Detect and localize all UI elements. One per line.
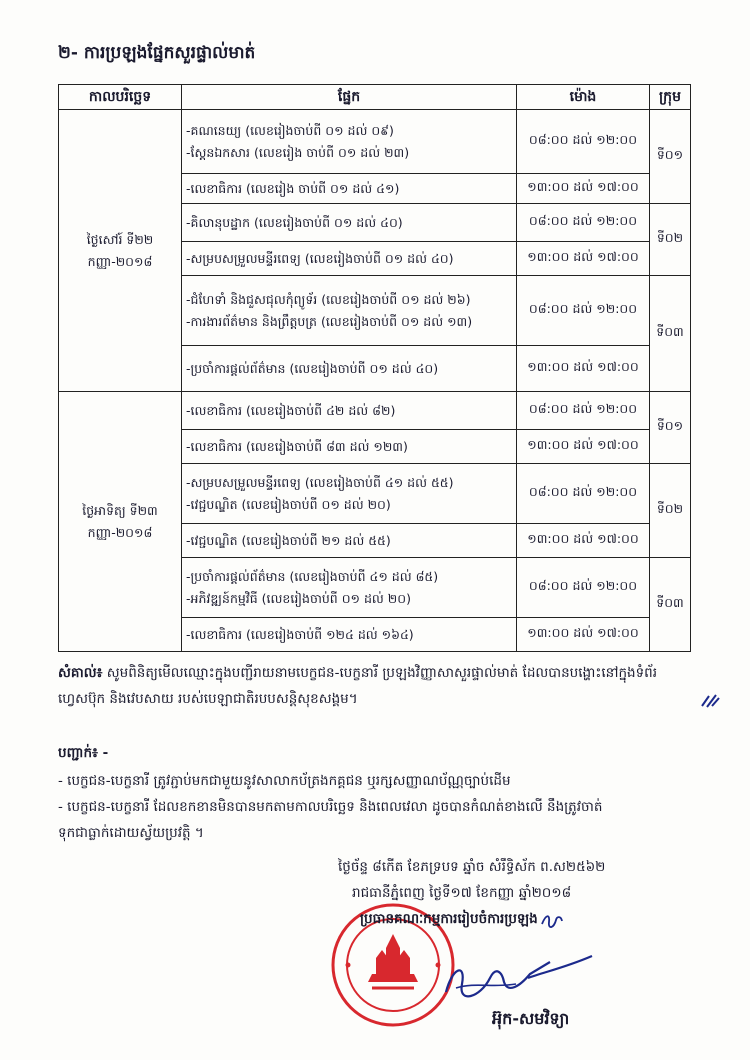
- note-label: សំគាល់៖: [58, 665, 103, 681]
- subject-line: -សម្របសម្រួលមន្ទីរពេទ្យ (លេខរៀងចាប់ពី ៤១ ដល់ ៥៥): [186, 474, 454, 490]
- table-header-row: [59, 85, 691, 110]
- subject-line: -គណនេយ្យ (លេខរៀងចាប់ពី ០១ ដល់ ០៩): [186, 122, 394, 138]
- handwritten-mark-icon: [700, 692, 722, 710]
- day-date: ថ្ងៃអាទិត្យ ទី២៣: [82, 502, 158, 518]
- header-time: ម៉ោង: [517, 85, 650, 110]
- table-row: [59, 110, 691, 174]
- subject-cell: [182, 392, 517, 430]
- subject-line: -ប្រចាំការផ្ដល់ព័ត៌មាន (លេខរៀងចាប់ពី ០១ ដល់ ៤០): [186, 360, 439, 376]
- header-subject: ផ្នែក: [182, 85, 517, 110]
- header-group: ក្រុម: [650, 85, 691, 110]
- time-cell: ០៨:០០ ដល់ ១២:០០: [517, 392, 650, 430]
- subject-line: -ការងារព័ត៌មាន និងព្រឹត្តបត្រ (លេខរៀងចាប់ពី ០១ ដល់ ១៣): [186, 313, 473, 329]
- remark-item: ទុកជាធ្លាក់ដោយស្វ័យប្រវត្តិ ។: [58, 825, 204, 841]
- day-month: កញ្ញា-២០១៨: [87, 524, 153, 540]
- subject-line: -វេជ្ជបណ្ឌិត (លេខរៀងចាប់ពី ២១ ដល់ ៥៥): [186, 532, 391, 548]
- subject-line: -ស្ដែនឯកសារ (លេខរៀង ចាប់ពី ០១ ដល់ ២៣): [186, 144, 410, 160]
- signatory-name: អ៊ុក-សមវិទ្យា: [492, 1009, 570, 1028]
- time-cell: ១៣:០០ ដល់ ១៧:០០: [517, 524, 650, 558]
- remarks-title: បញ្ជាក់៖ -: [58, 745, 109, 761]
- group-cell: ទី០២: [650, 204, 691, 276]
- time-cell: ១៣:០០ ដល់ ១៧:០០: [517, 242, 650, 276]
- subject-cell: [182, 276, 517, 346]
- subject-line: -សម្របសម្រួលមន្ទីរពេទ្យ (លេខរៀងចាប់ពី ០១ ដល់ ៤០): [186, 250, 454, 266]
- initial-mark-icon: [540, 912, 564, 932]
- subject-line: -លេខាធិការ (លេខរៀងចាប់ពី ៤២ ដល់ ៨២): [186, 402, 396, 418]
- subject-cell: [182, 524, 517, 558]
- subject-cell: [182, 346, 517, 392]
- time-cell: ១៣:០០ ដល់ ១៧:០០: [517, 174, 650, 204]
- time-cell: ១៣:០០ ដល់ ១៧:០០: [517, 430, 650, 464]
- subject-cell: [182, 174, 517, 204]
- subject-cell: [182, 618, 517, 652]
- date-place: រាជធានីភ្នំពេញ ថ្ងៃទី១៧ ខែកញ្ញា ឆ្នាំ២០១៨: [352, 885, 572, 901]
- subject-line: -ជំហែទាំ និងជួសជុលកុំព្យូទ័រ (លេខរៀងចាប់ពី ០១ ដល់ ២៦): [186, 291, 471, 307]
- page-heading: ២- ការប្រឡងផ្នែកសួរផ្ទាល់មាត់: [58, 43, 256, 63]
- time-cell: ០៨:០០ ដល់ ១២:០០: [517, 276, 650, 346]
- time-cell: ០៨:០០ ដល់ ១២:០០: [517, 464, 650, 524]
- group-cell: ទី០២: [650, 464, 691, 558]
- day-cell: [59, 392, 182, 652]
- subject-line: -លេខាធិការ (លេខរៀងចាប់ពី ៨៣ ដល់ ១២៣): [186, 438, 408, 454]
- subject-cell: [182, 204, 517, 242]
- time-cell: ០៨:០០ ដល់ ១២:០០: [517, 204, 650, 242]
- committee-title: ប្រធានគណៈកម្មការរៀបចំការប្រឡង: [360, 911, 538, 927]
- time-cell: ១៣:០០ ដល់ ១៧:០០: [517, 618, 650, 652]
- group-cell: ទី០១: [650, 110, 691, 204]
- header-date: កាលបរិច្ឆេទ: [59, 85, 182, 110]
- subject-line: -អភិវឌ្ឍន៍កម្មវិធី (លេខរៀងចាប់ពី ០១ ដល់ ២០): [186, 590, 411, 606]
- handwritten-signature-icon: [432, 948, 602, 1010]
- group-cell: ទី០៣: [650, 276, 691, 392]
- remark-item: - បេក្ខជន-បេក្ខនារី ត្រូវភ្ជាប់មកជាមួយនូវសាលាកប័ត្រងកគ្គជន ឬរក្សសញ្ញាណប័ណ្ណច្បាប់ដើម: [58, 773, 511, 789]
- subject-line: -វេជ្ជបណ្ឌិត (លេខរៀងចាប់ពី ០១ ដល់ ២០): [186, 496, 391, 512]
- subject-cell: [182, 430, 517, 464]
- subject-cell: [182, 242, 517, 276]
- time-cell: ០៨:០០ ដល់ ១២:០០: [517, 110, 650, 174]
- day-date: ថ្ងៃសៅរ៍ ទី២២: [86, 231, 154, 247]
- subject-cell: [182, 464, 517, 524]
- subject-line: -ប្រចាំការផ្ដល់ព័ត៌មាន (លេខរៀងចាប់ពី ៤១ ដល់ ៨៥): [186, 568, 439, 584]
- subject-cell: [182, 558, 517, 618]
- note-text: សូមពិនិត្យមើលឈ្មោះក្នុងបញ្ជីរាយនាមបេក្ខជន-បេក្ខនារី ប្រឡងវិញ្ញាសាសួរផ្ទាល់មាត់ ដែលបានបង្ហោះនៅក្នុងទំព័រហ្វេសប៊ុក និងវេបសាយ របស់បេឡាជាតិរបបសន្តិសុខសង្គម។: [58, 665, 658, 707]
- lunar-date: ថ្ងៃច័ន្ទ ៨កើត ខែភទ្របទ ឆ្នាំច សំរឹទ្ធិស័ក ព.ស២៥៦២: [338, 859, 606, 875]
- day-cell: [59, 110, 182, 392]
- table-row: [59, 392, 691, 430]
- subject-cell: [182, 110, 517, 174]
- note-paragraph: [58, 660, 698, 712]
- day-month: កញ្ញា-២០១៨: [87, 253, 153, 269]
- group-cell: ទី០៣: [650, 558, 691, 652]
- subject-line: -លេខាធិការ (លេខរៀងចាប់ពី ១២៤ ដល់ ១៦៤): [186, 626, 414, 642]
- remark-item: - បេក្ខជន-បេក្ខនារី ដែលខកខានមិនបានមកតាមកាលបរិច្ឆេទ និងពេលវេលា ដូចបានកំណត់ខាងលើ នឹងត្រូវចាត់: [58, 799, 603, 815]
- subject-line: -លេខាធិការ (លេខរៀង ចាប់ពី ០១ ដល់ ៤១): [186, 180, 400, 196]
- time-cell: ១៣:០០ ដល់ ១៧:០០: [517, 346, 650, 392]
- group-cell: ទី០១: [650, 392, 691, 464]
- time-cell: ០៨:០០ ដល់ ១២:០០: [517, 558, 650, 618]
- subject-line: -គិលានុបដ្ឋាក (លេខរៀងចាប់ពី ០១ ដល់ ៤០): [186, 214, 403, 230]
- exam-schedule-table: [58, 84, 691, 652]
